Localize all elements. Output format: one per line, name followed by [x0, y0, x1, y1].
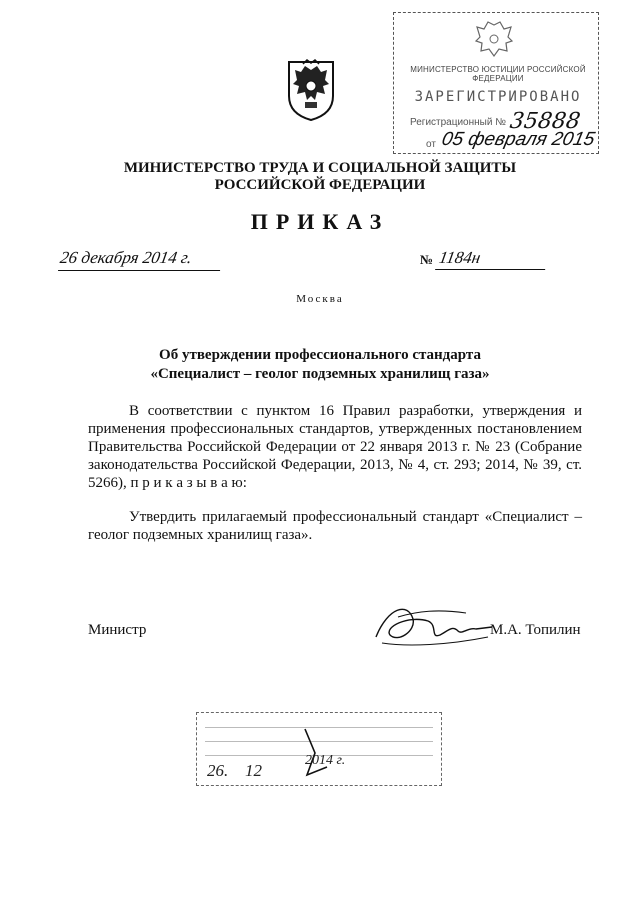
subject-line1: Об утверждении профессионального стандарта — [159, 347, 481, 363]
stamp-date-row — [400, 129, 597, 153]
initials-signature-icon — [297, 723, 347, 781]
order-date: 26 декабря 2014 г. — [58, 248, 224, 271]
minister-title: Министр — [88, 622, 147, 638]
stamp-ministry-text: МИНИСТЕРСТВО ЮСТИЦИИ РОССИЙСКОЙ ФЕДЕРАЦИИ — [410, 65, 586, 83]
minister-name: М.А. Топилин — [490, 622, 581, 638]
stamp-regnum-label: Регистрационный № — [410, 117, 506, 128]
stamp-regnum-row — [400, 109, 596, 134]
body-paragraph-1: В соответствии с пунктом 16 Правил разработки, утверждения и применения профессиональных стандартов, утвержденных постановлением Правительства Российской Федерации от 22 января 2013 г. № 23 (Собрание законодательства Российской Федерации, 2013, № 4, ст. 293; 2014, № 39, ст. 5266), п р и к а з ы в а ю: — [88, 403, 582, 491]
order-number-mark: № — [420, 252, 434, 267]
copy-verification-stamp — [196, 712, 442, 786]
handwritten-signature-icon — [368, 597, 498, 657]
subject-line2: «Специалист – геолог подземных хранилищ газа» — [150, 366, 490, 382]
ministry-title-line2: РОССИЙСКОЙ ФЕДЕРАЦИИ — [214, 177, 426, 193]
copy-stamp-month: 12 — [245, 761, 262, 780]
copy-stamp-year: 2014 г. — [305, 753, 346, 768]
copy-stamp-day: 26. — [207, 761, 229, 780]
order-subject — [100, 346, 540, 384]
stamp-date-value: 05 февраля 2015 — [439, 129, 597, 150]
order-number: 1184н — [435, 248, 549, 270]
ministry-title — [120, 160, 520, 194]
stamp-registered-label: ЗАРЕГИСТРИРОВАНО — [414, 89, 582, 105]
eagle-seal-icon — [472, 19, 516, 59]
ministry-title-line1: МИНИСТЕРСТВО ТРУДА И СОЦИАЛЬНОЙ ЗАЩИТЫ — [123, 160, 517, 176]
city-label: Москва — [296, 293, 344, 305]
stamp-regnum-value: 35888 — [508, 109, 582, 134]
coat-of-arms-icon — [285, 56, 337, 122]
body-paragraph-2: Утвердить прилагаемый профессиональный стандарт «Специалист – геолог подземных хранилищ газа». — [88, 509, 582, 543]
order-title: ПРИКАЗ — [250, 209, 390, 234]
registration-stamp — [393, 12, 599, 154]
stamp-date-label: от — [426, 139, 436, 150]
